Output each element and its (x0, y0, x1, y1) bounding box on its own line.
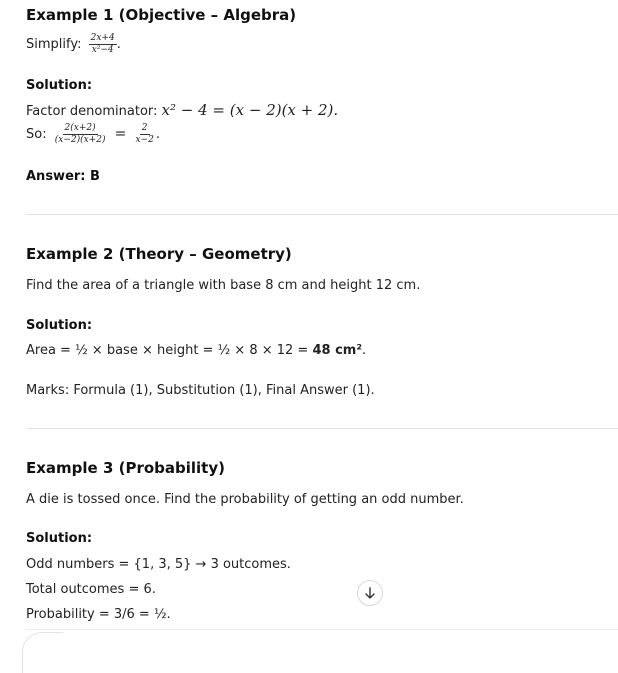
marks-line: Marks: Formula (1), Substitution (1), Final Answer (1). (26, 383, 375, 398)
factor-line (26, 101, 338, 119)
total-outcomes-line: Total outcomes = 6. (26, 582, 156, 597)
fraction-denominator: x²−4 (91, 45, 114, 55)
example-1-answer: Answer: B (26, 169, 100, 184)
factor-label: Factor denominator: (26, 104, 158, 119)
area-result: 48 cm² (312, 343, 363, 358)
factor-math: x² − 4 = (x − 2)(x + 2). (161, 101, 339, 119)
area-formula: Area = ½ × base × height = ½ × 8 × 12 = (26, 343, 313, 358)
example-1-title: Example 1 (Objective – Algebra) (26, 6, 297, 24)
simplify-label: Simplify: (26, 37, 82, 52)
so-label: So: (26, 127, 47, 142)
fraction-numerator: 2(x+2) (64, 123, 96, 133)
so-fraction-left (53, 124, 108, 145)
equals-sign: = (114, 126, 127, 142)
probability-line: Probability = 3/6 = ½. (26, 607, 171, 622)
example-2-solution-label: Solution: (26, 318, 93, 333)
simplify-fraction (89, 34, 117, 55)
fraction-denominator: (x−2)(x+2) (54, 135, 106, 145)
example-3-solution-label: Solution: (26, 531, 93, 546)
example-1-prompt: Simplify: $\frac{2x+4}{\text{x²−4}}$ . (26, 33, 121, 55)
example-2-title: Example 2 (Theory – Geometry) (26, 245, 292, 263)
example-2-prompt: Find the area of a triangle with base 8 cm and height 12 cm. (26, 278, 421, 293)
fraction-denominator: x−2 (135, 135, 154, 145)
odd-numbers-line: Odd numbers = {1, 3, 5} → 3 outcomes. (26, 557, 291, 572)
composer-top-border (26, 629, 618, 630)
arrow-down-icon (363, 586, 377, 600)
scroll-down-button[interactable] (357, 580, 383, 606)
example-3-title: Example 3 (Probability) (26, 459, 225, 477)
fraction-numerator: 2x+4 (90, 33, 115, 43)
example-3-prompt: A die is tossed once. Find the probability of getting an odd number. (26, 492, 464, 507)
area-line: Area = ½ × base × height = ½ × 8 × 12 = 48 cm². (26, 343, 367, 358)
example-1-solution-label: Solution: (26, 78, 93, 93)
composer-corner (22, 632, 63, 673)
fraction-numerator: 2 (141, 123, 148, 133)
section-divider (26, 428, 618, 429)
section-divider (26, 214, 618, 215)
so-fraction-right (133, 124, 155, 145)
so-line: So: $\frac{2(x+2)}{(x-2)(x+2)}$ = $\frac{2}{x-2}$ . (26, 123, 160, 145)
